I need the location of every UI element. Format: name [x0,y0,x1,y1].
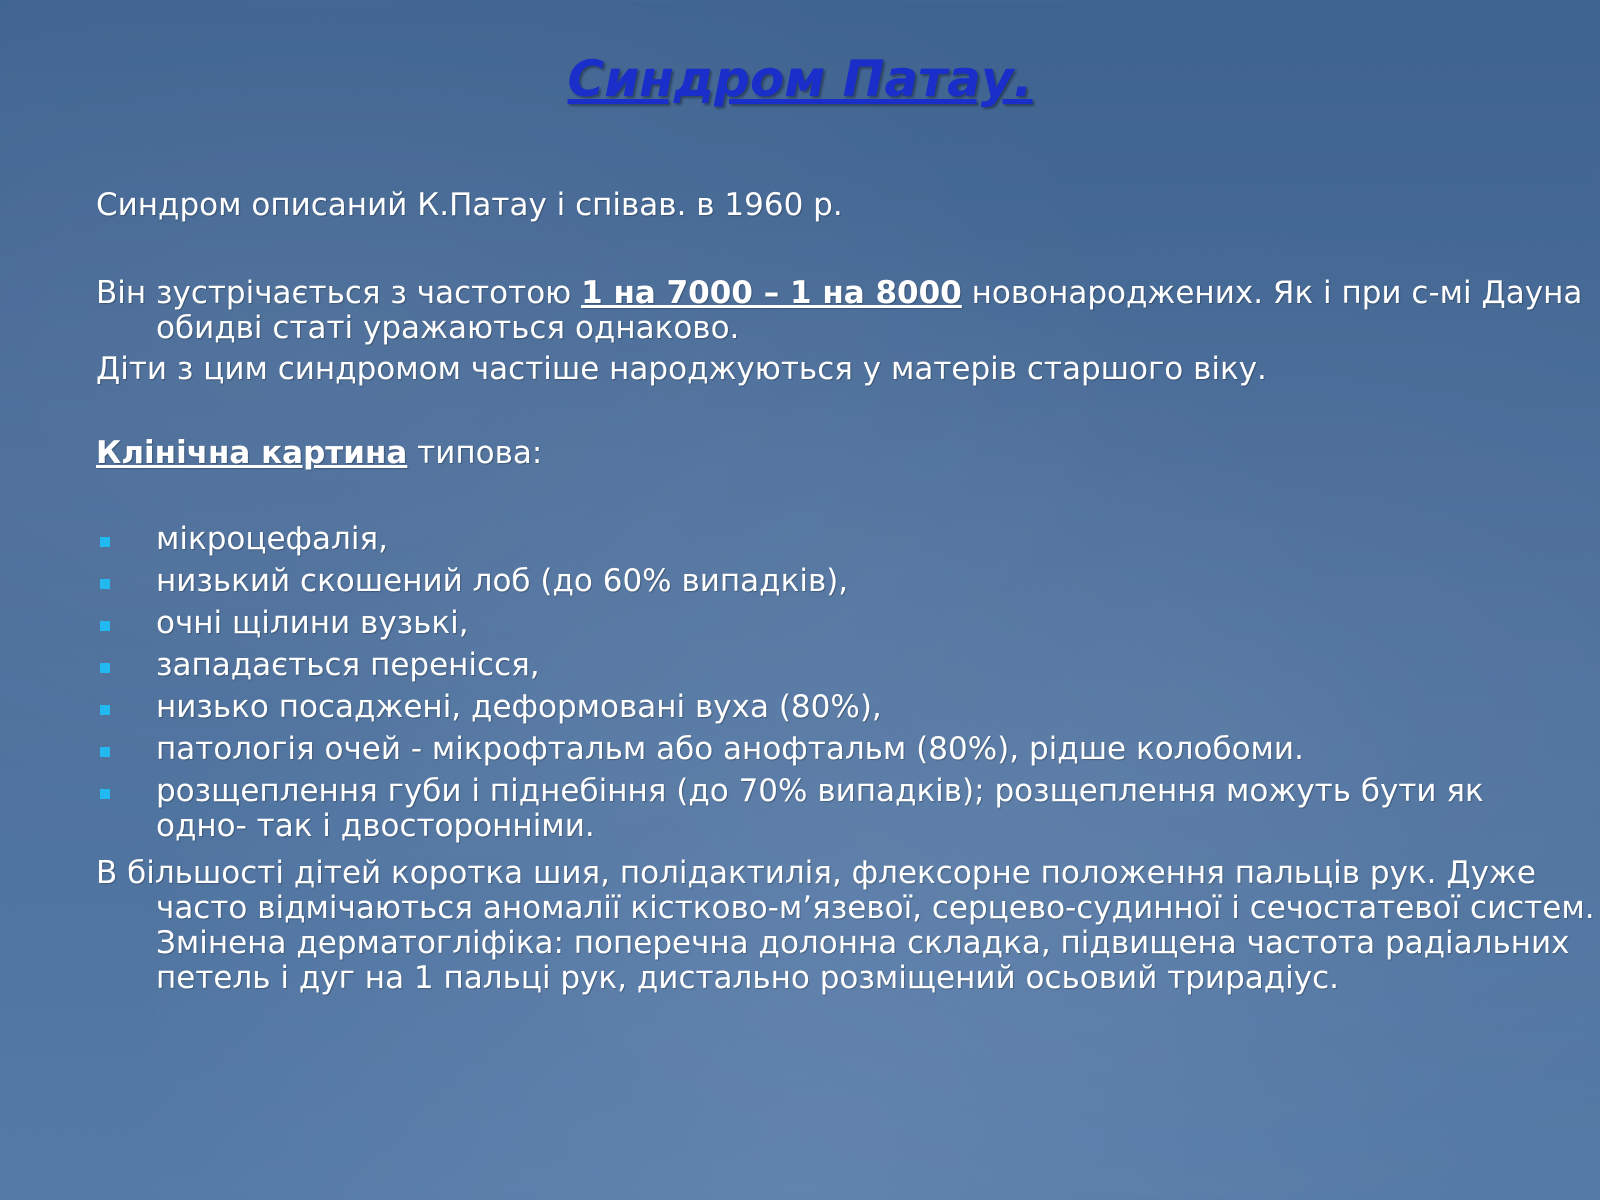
list-item: патологія очей - мікрофтальм або анофтальм (80%), рідше колобоми. [96,732,1536,767]
square-bullet-icon [100,579,110,589]
symptom-list [96,522,1536,851]
frequency-highlight: 1 на 7000 – 1 на 8000 [581,275,962,311]
list-item: низький скошений лоб (до 60% випадків), [96,564,1536,599]
list-item: западається перенісся, [96,648,1536,683]
square-bullet-icon [100,621,110,631]
square-bullet-icon [100,537,110,547]
square-bullet-icon [100,789,110,799]
slide-title: Синдром Патау. [567,50,1033,108]
square-bullet-icon [100,663,110,673]
list-item: очні щілини вузькі, [96,606,1536,641]
square-bullet-icon [100,747,110,757]
intro-paragraph: Синдром описаний К.Патау і співав. в 1960 р. [96,187,843,223]
square-bullet-icon [100,705,110,715]
clinical-suffix: типова: [407,435,543,471]
frequency-text-before: Він зустрічається з частотою [96,275,582,311]
list-item: мікроцефалія, [96,522,1536,557]
clinical-heading [96,436,1576,471]
list-item: низько посаджені, деформовані вуха (80%), [96,690,1536,725]
clinical-label: Клінічна картина [96,435,408,471]
list-item: розщеплення губи і піднебіння (до 70% випадків); розщеплення можуть бути як одно- так і двосторонніми. [96,774,1536,844]
frequency-text-after: новонароджених. Як і при с-мі Дауна обидві статі уражаються однаково. [156,275,1583,346]
closing-paragraph: В більшості дітей коротка шия, полідактилія, флексорне положення пальців рук. Дуже часто відмічаються аномалії кістково-м’язевої, серцево-судинної і сечостатевої систем. Змінена дерматогліфіка: поперечна долонна складка, підвищена частота радіальних петель і дуг на 1 пальці рук, дистально розміщений осьовий трирадіус. [96,855,1595,996]
frequency-paragraph [96,276,1600,346]
older-mothers-paragraph: Діти з цим синдромом частіше народжуються у матерів старшого віку. [96,351,1267,387]
